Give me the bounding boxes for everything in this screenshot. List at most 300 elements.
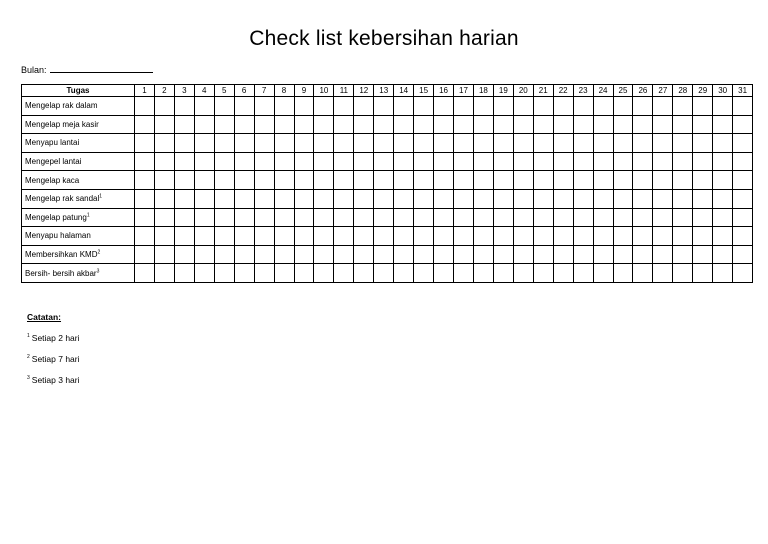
check-cell[interactable] — [314, 115, 334, 134]
check-cell[interactable] — [234, 264, 254, 283]
check-cell[interactable] — [334, 264, 354, 283]
check-cell[interactable] — [394, 189, 414, 208]
check-cell[interactable] — [693, 245, 713, 264]
check-cell[interactable] — [214, 152, 234, 171]
check-cell[interactable] — [633, 189, 653, 208]
check-cell[interactable] — [633, 152, 653, 171]
check-cell[interactable] — [154, 134, 174, 153]
check-cell[interactable] — [334, 115, 354, 134]
check-cell[interactable] — [214, 115, 234, 134]
check-cell[interactable] — [414, 171, 434, 190]
check-cell[interactable] — [473, 227, 493, 246]
check-cell[interactable] — [394, 115, 414, 134]
check-cell[interactable] — [473, 245, 493, 264]
check-cell[interactable] — [493, 189, 513, 208]
check-cell[interactable] — [174, 245, 194, 264]
check-cell[interactable] — [633, 97, 653, 116]
check-cell[interactable] — [314, 189, 334, 208]
check-cell[interactable] — [314, 264, 334, 283]
check-cell[interactable] — [294, 208, 314, 227]
check-cell[interactable] — [513, 152, 533, 171]
check-cell[interactable] — [274, 227, 294, 246]
check-cell[interactable] — [374, 227, 394, 246]
check-cell[interactable] — [473, 152, 493, 171]
check-cell[interactable] — [294, 97, 314, 116]
check-cell[interactable] — [553, 152, 573, 171]
check-cell[interactable] — [613, 152, 633, 171]
check-cell[interactable] — [174, 264, 194, 283]
check-cell[interactable] — [294, 245, 314, 264]
check-cell[interactable] — [294, 152, 314, 171]
check-cell[interactable] — [713, 97, 733, 116]
check-cell[interactable] — [194, 97, 214, 116]
check-cell[interactable] — [733, 115, 753, 134]
check-cell[interactable] — [174, 115, 194, 134]
check-cell[interactable] — [633, 227, 653, 246]
check-cell[interactable] — [154, 264, 174, 283]
check-cell[interactable] — [194, 227, 214, 246]
check-cell[interactable] — [234, 171, 254, 190]
check-cell[interactable] — [573, 227, 593, 246]
check-cell[interactable] — [135, 115, 155, 134]
check-cell[interactable] — [254, 189, 274, 208]
check-cell[interactable] — [553, 227, 573, 246]
check-cell[interactable] — [314, 208, 334, 227]
check-cell[interactable] — [533, 245, 553, 264]
check-cell[interactable] — [135, 264, 155, 283]
check-cell[interactable] — [733, 171, 753, 190]
check-cell[interactable] — [154, 115, 174, 134]
check-cell[interactable] — [254, 97, 274, 116]
check-cell[interactable] — [194, 208, 214, 227]
check-cell[interactable] — [593, 264, 613, 283]
check-cell[interactable] — [593, 171, 613, 190]
check-cell[interactable] — [154, 245, 174, 264]
check-cell[interactable] — [394, 208, 414, 227]
check-cell[interactable] — [533, 134, 553, 153]
check-cell[interactable] — [414, 264, 434, 283]
check-cell[interactable] — [593, 208, 613, 227]
check-cell[interactable] — [633, 245, 653, 264]
check-cell[interactable] — [135, 245, 155, 264]
check-cell[interactable] — [274, 97, 294, 116]
check-cell[interactable] — [214, 134, 234, 153]
check-cell[interactable] — [493, 227, 513, 246]
check-cell[interactable] — [374, 171, 394, 190]
check-cell[interactable] — [673, 245, 693, 264]
check-cell[interactable] — [533, 97, 553, 116]
check-cell[interactable] — [573, 264, 593, 283]
check-cell[interactable] — [174, 208, 194, 227]
check-cell[interactable] — [493, 245, 513, 264]
check-cell[interactable] — [414, 134, 434, 153]
check-cell[interactable] — [593, 134, 613, 153]
check-cell[interactable] — [214, 97, 234, 116]
check-cell[interactable] — [553, 171, 573, 190]
check-cell[interactable] — [274, 208, 294, 227]
check-cell[interactable] — [493, 152, 513, 171]
check-cell[interactable] — [194, 189, 214, 208]
check-cell[interactable] — [194, 264, 214, 283]
check-cell[interactable] — [533, 171, 553, 190]
check-cell[interactable] — [394, 264, 414, 283]
check-cell[interactable] — [613, 115, 633, 134]
check-cell[interactable] — [214, 208, 234, 227]
check-cell[interactable] — [194, 152, 214, 171]
check-cell[interactable] — [733, 97, 753, 116]
check-cell[interactable] — [653, 97, 673, 116]
check-cell[interactable] — [593, 115, 613, 134]
check-cell[interactable] — [713, 134, 733, 153]
check-cell[interactable] — [254, 227, 274, 246]
check-cell[interactable] — [593, 97, 613, 116]
check-cell[interactable] — [434, 245, 454, 264]
check-cell[interactable] — [394, 152, 414, 171]
check-cell[interactable] — [334, 227, 354, 246]
check-cell[interactable] — [214, 189, 234, 208]
check-cell[interactable] — [513, 208, 533, 227]
check-cell[interactable] — [135, 208, 155, 227]
check-cell[interactable] — [713, 115, 733, 134]
check-cell[interactable] — [693, 97, 713, 116]
check-cell[interactable] — [214, 264, 234, 283]
check-cell[interactable] — [334, 208, 354, 227]
check-cell[interactable] — [135, 189, 155, 208]
check-cell[interactable] — [254, 134, 274, 153]
check-cell[interactable] — [234, 189, 254, 208]
check-cell[interactable] — [533, 264, 553, 283]
check-cell[interactable] — [473, 115, 493, 134]
check-cell[interactable] — [194, 171, 214, 190]
check-cell[interactable] — [513, 245, 533, 264]
check-cell[interactable] — [234, 152, 254, 171]
check-cell[interactable] — [374, 264, 394, 283]
check-cell[interactable] — [573, 245, 593, 264]
check-cell[interactable] — [573, 208, 593, 227]
check-cell[interactable] — [374, 97, 394, 116]
check-cell[interactable] — [673, 171, 693, 190]
check-cell[interactable] — [234, 115, 254, 134]
check-cell[interactable] — [553, 245, 573, 264]
check-cell[interactable] — [673, 134, 693, 153]
check-cell[interactable] — [454, 134, 474, 153]
check-cell[interactable] — [294, 264, 314, 283]
check-cell[interactable] — [653, 171, 673, 190]
check-cell[interactable] — [174, 97, 194, 116]
check-cell[interactable] — [613, 97, 633, 116]
check-cell[interactable] — [154, 97, 174, 116]
check-cell[interactable] — [673, 152, 693, 171]
check-cell[interactable] — [294, 134, 314, 153]
check-cell[interactable] — [593, 152, 613, 171]
check-cell[interactable] — [693, 189, 713, 208]
check-cell[interactable] — [693, 208, 713, 227]
check-cell[interactable] — [354, 245, 374, 264]
check-cell[interactable] — [374, 134, 394, 153]
check-cell[interactable] — [154, 227, 174, 246]
check-cell[interactable] — [673, 189, 693, 208]
check-cell[interactable] — [414, 152, 434, 171]
check-cell[interactable] — [354, 227, 374, 246]
check-cell[interactable] — [294, 227, 314, 246]
check-cell[interactable] — [593, 189, 613, 208]
check-cell[interactable] — [473, 171, 493, 190]
check-cell[interactable] — [254, 245, 274, 264]
check-cell[interactable] — [254, 208, 274, 227]
check-cell[interactable] — [613, 171, 633, 190]
check-cell[interactable] — [713, 189, 733, 208]
check-cell[interactable] — [533, 189, 553, 208]
check-cell[interactable] — [135, 97, 155, 116]
check-cell[interactable] — [274, 152, 294, 171]
check-cell[interactable] — [454, 208, 474, 227]
check-cell[interactable] — [374, 189, 394, 208]
check-cell[interactable] — [314, 134, 334, 153]
check-cell[interactable] — [573, 152, 593, 171]
check-cell[interactable] — [493, 208, 513, 227]
check-cell[interactable] — [733, 227, 753, 246]
check-cell[interactable] — [314, 97, 334, 116]
check-cell[interactable] — [653, 245, 673, 264]
check-cell[interactable] — [294, 189, 314, 208]
check-cell[interactable] — [513, 171, 533, 190]
check-cell[interactable] — [174, 134, 194, 153]
check-cell[interactable] — [135, 152, 155, 171]
check-cell[interactable] — [354, 97, 374, 116]
check-cell[interactable] — [513, 227, 533, 246]
check-cell[interactable] — [214, 245, 234, 264]
check-cell[interactable] — [713, 264, 733, 283]
check-cell[interactable] — [194, 115, 214, 134]
check-cell[interactable] — [194, 134, 214, 153]
check-cell[interactable] — [314, 227, 334, 246]
check-cell[interactable] — [593, 227, 613, 246]
check-cell[interactable] — [234, 245, 254, 264]
check-cell[interactable] — [513, 97, 533, 116]
check-cell[interactable] — [573, 134, 593, 153]
check-cell[interactable] — [354, 264, 374, 283]
check-cell[interactable] — [334, 152, 354, 171]
check-cell[interactable] — [135, 134, 155, 153]
check-cell[interactable] — [374, 245, 394, 264]
check-cell[interactable] — [454, 152, 474, 171]
check-cell[interactable] — [733, 152, 753, 171]
check-cell[interactable] — [513, 134, 533, 153]
check-cell[interactable] — [174, 189, 194, 208]
check-cell[interactable] — [174, 152, 194, 171]
check-cell[interactable] — [613, 227, 633, 246]
check-cell[interactable] — [214, 171, 234, 190]
check-cell[interactable] — [553, 264, 573, 283]
check-cell[interactable] — [234, 208, 254, 227]
check-cell[interactable] — [135, 227, 155, 246]
check-cell[interactable] — [693, 227, 713, 246]
check-cell[interactable] — [633, 264, 653, 283]
check-cell[interactable] — [573, 171, 593, 190]
check-cell[interactable] — [334, 97, 354, 116]
check-cell[interactable] — [693, 171, 713, 190]
check-cell[interactable] — [454, 245, 474, 264]
check-cell[interactable] — [653, 152, 673, 171]
check-cell[interactable] — [493, 264, 513, 283]
check-cell[interactable] — [274, 115, 294, 134]
check-cell[interactable] — [553, 134, 573, 153]
check-cell[interactable] — [434, 227, 454, 246]
check-cell[interactable] — [274, 264, 294, 283]
check-cell[interactable] — [154, 208, 174, 227]
check-cell[interactable] — [693, 134, 713, 153]
check-cell[interactable] — [374, 208, 394, 227]
check-cell[interactable] — [553, 189, 573, 208]
check-cell[interactable] — [434, 171, 454, 190]
check-cell[interactable] — [473, 97, 493, 116]
check-cell[interactable] — [653, 264, 673, 283]
check-cell[interactable] — [154, 189, 174, 208]
check-cell[interactable] — [294, 115, 314, 134]
check-cell[interactable] — [673, 227, 693, 246]
check-cell[interactable] — [653, 189, 673, 208]
check-cell[interactable] — [234, 227, 254, 246]
check-cell[interactable] — [414, 227, 434, 246]
check-cell[interactable] — [294, 171, 314, 190]
check-cell[interactable] — [314, 245, 334, 264]
check-cell[interactable] — [713, 227, 733, 246]
check-cell[interactable] — [593, 245, 613, 264]
check-cell[interactable] — [394, 134, 414, 153]
check-cell[interactable] — [693, 152, 713, 171]
check-cell[interactable] — [314, 152, 334, 171]
check-cell[interactable] — [434, 115, 454, 134]
check-cell[interactable] — [254, 171, 274, 190]
check-cell[interactable] — [553, 208, 573, 227]
check-cell[interactable] — [454, 171, 474, 190]
check-cell[interactable] — [473, 208, 493, 227]
check-cell[interactable] — [473, 189, 493, 208]
check-cell[interactable] — [613, 208, 633, 227]
check-cell[interactable] — [274, 171, 294, 190]
check-cell[interactable] — [334, 171, 354, 190]
check-cell[interactable] — [633, 134, 653, 153]
check-cell[interactable] — [713, 152, 733, 171]
check-cell[interactable] — [394, 97, 414, 116]
check-cell[interactable] — [354, 134, 374, 153]
check-cell[interactable] — [214, 227, 234, 246]
check-cell[interactable] — [573, 97, 593, 116]
check-cell[interactable] — [613, 264, 633, 283]
check-cell[interactable] — [334, 245, 354, 264]
check-cell[interactable] — [394, 227, 414, 246]
check-cell[interactable] — [673, 264, 693, 283]
check-cell[interactable] — [274, 245, 294, 264]
check-cell[interactable] — [414, 245, 434, 264]
check-cell[interactable] — [653, 227, 673, 246]
check-cell[interactable] — [633, 171, 653, 190]
check-cell[interactable] — [254, 264, 274, 283]
check-cell[interactable] — [414, 208, 434, 227]
check-cell[interactable] — [254, 152, 274, 171]
check-cell[interactable] — [174, 171, 194, 190]
check-cell[interactable] — [414, 97, 434, 116]
check-cell[interactable] — [454, 227, 474, 246]
check-cell[interactable] — [733, 134, 753, 153]
check-cell[interactable] — [414, 189, 434, 208]
check-cell[interactable] — [613, 245, 633, 264]
check-cell[interactable] — [354, 208, 374, 227]
check-cell[interactable] — [653, 115, 673, 134]
check-cell[interactable] — [334, 134, 354, 153]
check-cell[interactable] — [454, 189, 474, 208]
check-cell[interactable] — [434, 134, 454, 153]
check-cell[interactable] — [394, 171, 414, 190]
check-cell[interactable] — [174, 227, 194, 246]
check-cell[interactable] — [434, 264, 454, 283]
check-cell[interactable] — [513, 264, 533, 283]
check-cell[interactable] — [553, 97, 573, 116]
check-cell[interactable] — [533, 227, 553, 246]
check-cell[interactable] — [513, 189, 533, 208]
check-cell[interactable] — [354, 152, 374, 171]
check-cell[interactable] — [473, 264, 493, 283]
check-cell[interactable] — [254, 115, 274, 134]
check-cell[interactable] — [354, 171, 374, 190]
check-cell[interactable] — [513, 115, 533, 134]
check-cell[interactable] — [533, 115, 553, 134]
check-cell[interactable] — [673, 208, 693, 227]
check-cell[interactable] — [354, 189, 374, 208]
check-cell[interactable] — [394, 245, 414, 264]
check-cell[interactable] — [334, 189, 354, 208]
check-cell[interactable] — [613, 134, 633, 153]
check-cell[interactable] — [573, 189, 593, 208]
check-cell[interactable] — [414, 115, 434, 134]
check-cell[interactable] — [673, 97, 693, 116]
check-cell[interactable] — [733, 189, 753, 208]
check-cell[interactable] — [733, 264, 753, 283]
check-cell[interactable] — [234, 134, 254, 153]
check-cell[interactable] — [633, 208, 653, 227]
check-cell[interactable] — [234, 97, 254, 116]
check-cell[interactable] — [733, 208, 753, 227]
check-cell[interactable] — [274, 189, 294, 208]
check-cell[interactable] — [374, 115, 394, 134]
check-cell[interactable] — [454, 97, 474, 116]
check-cell[interactable] — [374, 152, 394, 171]
check-cell[interactable] — [693, 264, 713, 283]
check-cell[interactable] — [633, 115, 653, 134]
check-cell[interactable] — [154, 152, 174, 171]
check-cell[interactable] — [493, 171, 513, 190]
check-cell[interactable] — [493, 134, 513, 153]
check-cell[interactable] — [713, 245, 733, 264]
check-cell[interactable] — [693, 115, 713, 134]
check-cell[interactable] — [533, 208, 553, 227]
check-cell[interactable] — [573, 115, 593, 134]
check-cell[interactable] — [493, 97, 513, 116]
check-cell[interactable] — [493, 115, 513, 134]
check-cell[interactable] — [553, 115, 573, 134]
check-cell[interactable] — [454, 264, 474, 283]
check-cell[interactable] — [713, 171, 733, 190]
check-cell[interactable] — [473, 134, 493, 153]
check-cell[interactable] — [434, 152, 454, 171]
check-cell[interactable] — [713, 208, 733, 227]
check-cell[interactable] — [354, 115, 374, 134]
check-cell[interactable] — [653, 134, 673, 153]
check-cell[interactable] — [194, 245, 214, 264]
check-cell[interactable] — [673, 115, 693, 134]
check-cell[interactable] — [434, 189, 454, 208]
check-cell[interactable] — [454, 115, 474, 134]
